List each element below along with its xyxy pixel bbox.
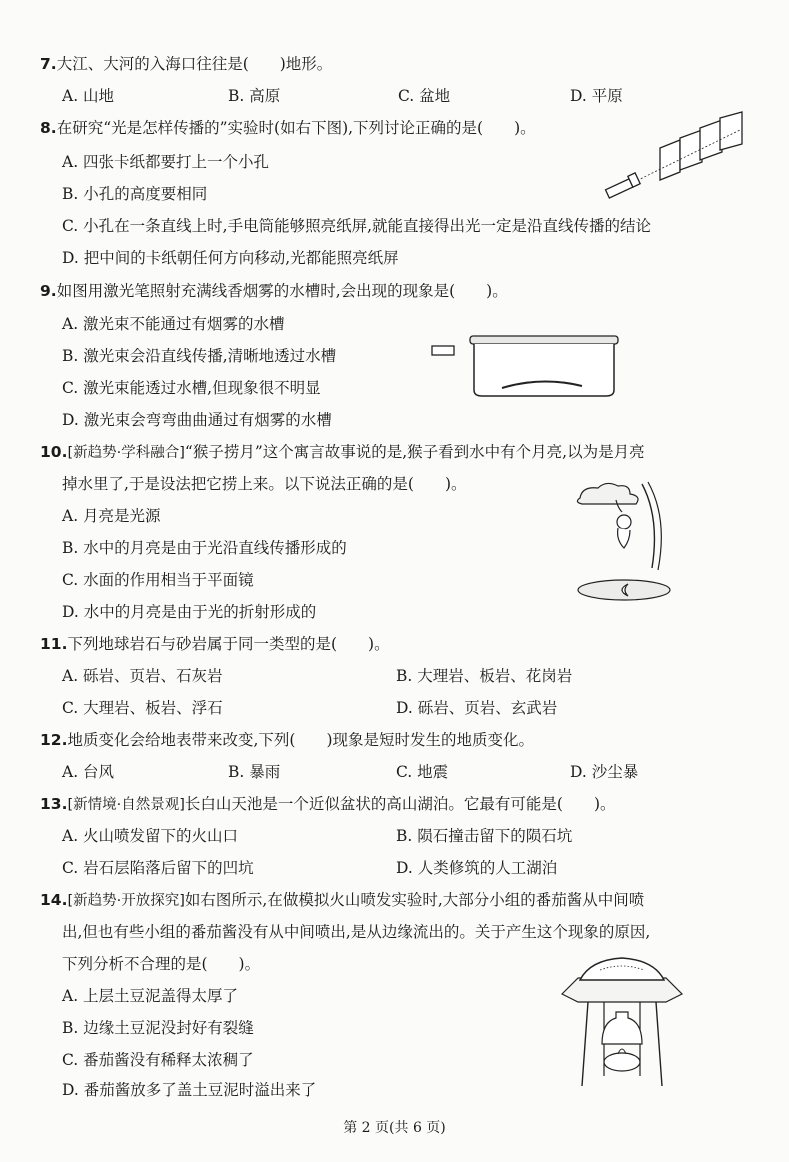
option: B. 边缘土豆泥没封好有裂缝 xyxy=(62,1019,254,1037)
laser-pen-icon xyxy=(432,346,454,355)
page-footer: 第 2 页(共 6 页) xyxy=(343,1120,446,1136)
question-13: 13.[新情境·自然景观]长白山天池是一个近似盆状的高山湖泊。它最有可能是( )。 xyxy=(40,795,616,813)
option: D. 激光束会弯弯曲曲通过有烟雾的水槽 xyxy=(62,411,332,429)
question-text: 如右图所示,在做模拟火山喷发实验时,大部分小组的番茄酱从中间喷 xyxy=(184,891,645,909)
option: A. 砾岩、页岩、石灰岩 xyxy=(62,667,223,685)
option: D. 平原 xyxy=(570,87,623,105)
option: B. 暴雨 xyxy=(228,763,281,781)
option: C. 大理岩、板岩、浮石 xyxy=(62,699,223,717)
question-tag: [新趋势·开放探究] xyxy=(67,893,185,909)
option: A. 激光束不能通过有烟雾的水槽 xyxy=(62,315,285,333)
question-text: 在研究“光是怎样传播的”实验时(如右下图),下列讨论正确的是( )。 xyxy=(56,119,536,137)
option: D. 沙尘暴 xyxy=(570,763,639,781)
question-text: 大江、大河的入海口往往是( )地形。 xyxy=(56,55,333,73)
option: A. 四张卡纸都要打上一个小孔 xyxy=(62,153,270,171)
potato-mound-icon xyxy=(580,958,664,980)
option: C. 地震 xyxy=(396,763,449,781)
question-7: 7.大江、大河的入海口往往是( )地形。 xyxy=(40,55,333,73)
laser-tank-figure xyxy=(432,332,622,400)
flask-icon xyxy=(602,1012,642,1044)
question-8: 8.在研究“光是怎样传播的”实验时(如右下图),下列讨论正确的是( )。 xyxy=(40,119,536,137)
question-text-cont: 下列分析不合理的是( )。 xyxy=(62,955,261,973)
question-text: 长白山天池是一个近似盆状的高山湖泊。它最有可能是( )。 xyxy=(184,795,616,813)
question-10: 10.[新趋势·学科融合]“猴子捞月”这个寓言故事说的是,猴子看到水中有个月亮,以为是月亮 xyxy=(40,443,645,461)
mesh-stand-icon xyxy=(562,978,682,1002)
option: B. 水中的月亮是由于光沿直线传播形成的 xyxy=(62,539,347,557)
option: C. 小孔在一条直线上时,手电筒能够照亮纸屏,就能直接得出光一定是沿直线传播的结论 xyxy=(62,217,652,235)
option: C. 盆地 xyxy=(398,87,451,105)
option: B. 小孔的高度要相同 xyxy=(62,185,208,203)
option: D. 砾岩、页岩、玄武岩 xyxy=(396,699,558,717)
option: B. 激光束会沿直线传播,清晰地透过水槽 xyxy=(62,347,337,365)
question-text: 下列地球岩石与砂岩属于同一类型的是( )。 xyxy=(67,635,390,653)
option: D. 水中的月亮是由于光的折射形成的 xyxy=(62,603,317,621)
option: B. 大理岩、板岩、花岗岩 xyxy=(396,667,573,685)
option: C. 激光束能透过水槽,但现象很不明显 xyxy=(62,379,321,397)
question-12: 12.地质变化会给地表带来改变,下列( )现象是短时发生的地质变化。 xyxy=(40,731,534,749)
monkey-icon xyxy=(617,515,631,529)
question-tag: [新情境·自然景观] xyxy=(67,797,185,813)
question-text: 地质变化会给地表带来改变,下列( )现象是短时发生的地质变化。 xyxy=(67,731,534,749)
cloud-icon xyxy=(577,483,638,504)
monkey-moon-figure xyxy=(572,478,672,606)
option: A. 上层土豆泥盖得太厚了 xyxy=(62,987,239,1005)
option: B. 高原 xyxy=(228,87,281,105)
question-11: 11.下列地球岩石与砂岩属于同一类型的是( )。 xyxy=(40,635,390,653)
burner-icon xyxy=(604,1053,640,1071)
flashlight-cards-figure xyxy=(600,112,750,204)
option: D. 人类修筑的人工湖泊 xyxy=(396,859,558,877)
option: C. 岩石层陷落后留下的凹坑 xyxy=(62,859,254,877)
option: A. 台风 xyxy=(62,763,115,781)
question-text: “猴子捞月”这个寓言故事说的是,猴子看到水中有个月亮,以为是月亮 xyxy=(184,443,645,461)
question-text-cont: 掉水里了,于是设法把它捞上来。以下说法正确的是( )。 xyxy=(62,475,467,493)
question-text: 如图用激光笔照射充满线香烟雾的水槽时,会出现的现象是( )。 xyxy=(56,282,508,300)
option: B. 陨石撞击留下的陨石坑 xyxy=(396,827,573,845)
option: A. 山地 xyxy=(62,87,115,105)
volcano-model-figure xyxy=(560,952,684,1092)
option: C. 水面的作用相当于平面镜 xyxy=(62,571,254,589)
question-tag: [新趋势·学科融合] xyxy=(67,445,185,461)
question-9: 9.如图用激光笔照射充满线香烟雾的水槽时,会出现的现象是( )。 xyxy=(40,282,508,300)
question-14: 14.[新趋势·开放探究]如右图所示,在做模拟火山喷发实验时,大部分小组的番茄酱从中间喷 xyxy=(40,891,645,909)
option: A. 月亮是光源 xyxy=(62,507,161,525)
option: D. 把中间的卡纸朝任何方向移动,光都能照亮纸屏 xyxy=(62,249,399,267)
question-text-cont: 出,但也有些小组的番茄酱没有从中间喷出,是从边缘流出的。关于产生这个现象的原因, xyxy=(62,923,651,941)
option: C. 番茄酱没有稀释太浓稠了 xyxy=(62,1051,254,1069)
option: D. 番茄酱放多了盖土豆泥时溢出来了 xyxy=(62,1081,317,1099)
option: A. 火山喷发留下的火山口 xyxy=(62,827,239,845)
